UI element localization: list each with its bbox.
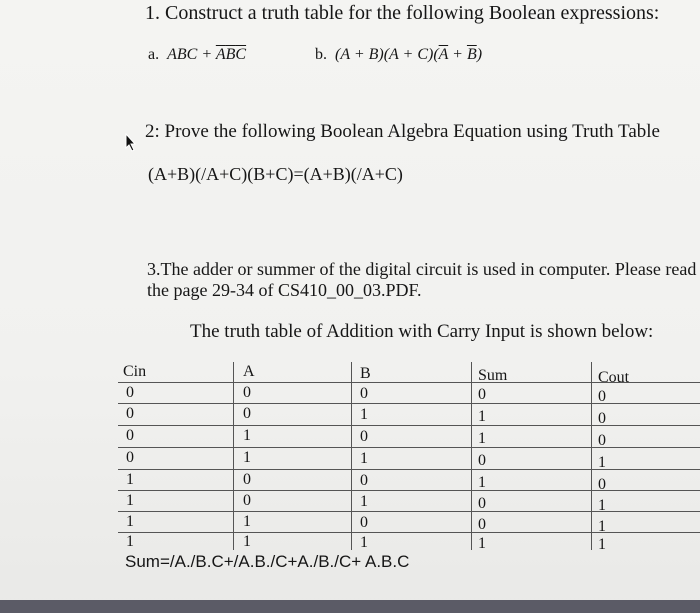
cell-sum: 0 (478, 516, 486, 533)
cell-b: 0 (360, 472, 368, 489)
table-header-row (118, 362, 700, 384)
question-2-title: 2: Prove the following Boolean Algebra Equation using Truth Table (145, 121, 660, 142)
cell-a: 0 (243, 492, 251, 509)
header-cout: Cout (598, 369, 630, 386)
table-row (118, 447, 700, 471)
table-row (118, 425, 700, 449)
cell-sum: 0 (478, 495, 486, 512)
cell-a: 1 (243, 513, 251, 530)
cell-sum: 1 (478, 474, 486, 491)
question-1a-expression: a. ABC + $\overline{A}\overline{B}\overline{C}$ (148, 46, 247, 63)
cell-cout: 0 (598, 410, 606, 427)
cell-b: 0 (360, 428, 368, 445)
cell-sum: 1 (478, 408, 486, 425)
table-row (118, 490, 700, 514)
cell-cin: 1 (126, 533, 134, 550)
cell-cout: 0 (598, 388, 606, 405)
cell-a: 1 (243, 533, 251, 550)
cell-b: 1 (360, 450, 368, 467)
cell-b: 0 (360, 514, 368, 531)
cell-cout: 1 (598, 536, 606, 553)
question-1b-expression: b. $(A + B)(A + C)(\overline{A} + \overline{B})$ (315, 46, 483, 63)
cell-cin: 0 (126, 427, 134, 444)
cell-cout: 0 (598, 476, 606, 493)
header-b: B (360, 365, 371, 382)
question-1a-label: a. (148, 46, 160, 63)
question-3-paragraph: 3.The adder or summer of the digital circuit is used in computer. Please read the page 29-34 of CS410_00_03.PDF. (147, 259, 697, 300)
cell-a: 0 (243, 384, 251, 401)
cell-sum: 1 (478, 430, 486, 447)
cell-b: 0 (360, 385, 368, 402)
cell-cout: 1 (598, 454, 606, 471)
header-cin: Cin (123, 363, 147, 380)
bottom-edge (0, 600, 700, 613)
header-a: A (243, 363, 255, 380)
table-row (118, 511, 700, 535)
cell-b: 1 (360, 493, 368, 510)
cell-cin: 0 (126, 449, 134, 466)
cell-cout: 1 (598, 518, 606, 535)
sum-formula: Sum=/A./B.C+/A.B./C+A./B./C+ A.B.C (125, 552, 410, 571)
cell-a: 1 (243, 449, 251, 466)
cell-cout: 0 (598, 432, 606, 449)
cell-cin: 1 (126, 513, 134, 530)
cell-b: 1 (360, 406, 368, 423)
cell-cin: 1 (126, 471, 134, 488)
cell-a: 0 (243, 405, 251, 422)
cell-cin: 0 (126, 405, 134, 422)
cell-sum: 0 (478, 452, 486, 469)
mouse-pointer-icon (120, 132, 138, 152)
question-1-title: 1. Construct a truth table for the following Boolean expressions: (145, 2, 660, 24)
table-row (118, 532, 700, 551)
cell-cin: 1 (126, 492, 134, 509)
truth-table (118, 362, 700, 553)
cell-sum: 0 (478, 386, 486, 403)
cell-a: 1 (243, 427, 251, 444)
cell-b: 1 (360, 534, 368, 551)
question-1b-label: b. (315, 46, 327, 63)
table-row (118, 469, 700, 493)
question-2-equation: (A+B)(/A+C)(B+C)=(A+B)(/A+C) (148, 164, 403, 184)
cell-sum: 1 (478, 535, 486, 552)
cell-a: 0 (243, 471, 251, 488)
truth-table-intro: The truth table of Addition with Carry Input is shown below: (190, 321, 654, 342)
table-row (118, 382, 700, 403)
cell-cin: 0 (126, 384, 134, 401)
table-row (118, 403, 700, 427)
cell-cout: 1 (598, 497, 606, 514)
header-sum: Sum (478, 367, 508, 384)
